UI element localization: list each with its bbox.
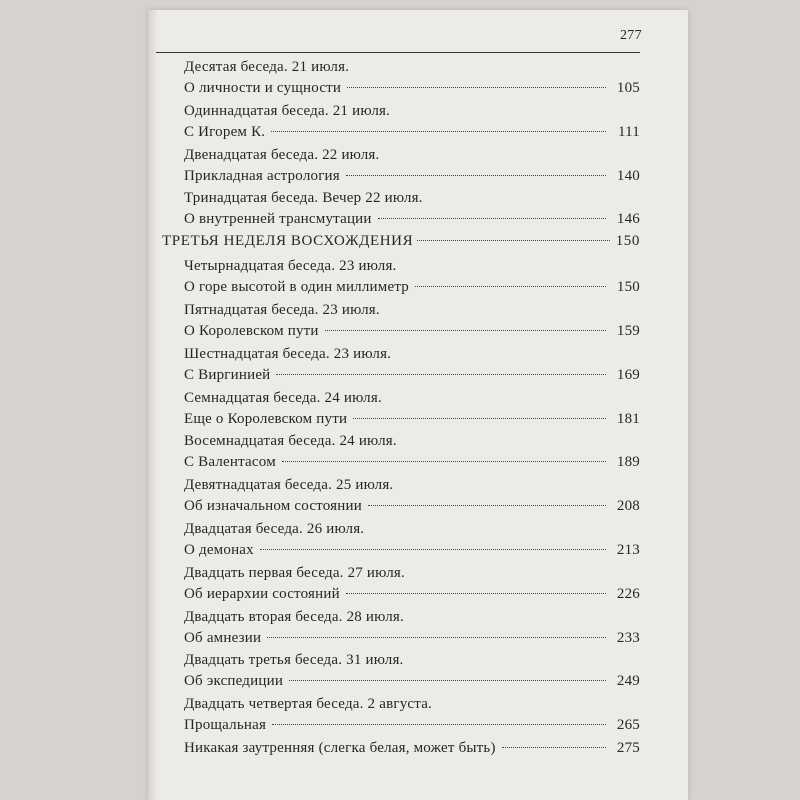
toc-entry-title: Двадцатая беседа. 26 июля. bbox=[184, 520, 365, 537]
toc-entry bbox=[184, 57, 640, 101]
toc-entry-page: 169 bbox=[616, 366, 640, 383]
toc-entry-page: 233 bbox=[616, 629, 640, 646]
toc-entry-leader-line bbox=[184, 715, 640, 736]
toc-entry-page: 111 bbox=[618, 123, 640, 140]
toc-entry-leader-line bbox=[184, 122, 640, 143]
toc-entry-title: Шестнадцатая беседа. 23 июля. bbox=[184, 345, 392, 362]
dot-leader bbox=[260, 549, 606, 550]
toc-entry bbox=[184, 475, 640, 519]
dot-leader bbox=[325, 330, 606, 331]
toc-entry-leader-line bbox=[184, 452, 640, 473]
toc-entry-subtitle: С Виргинией bbox=[184, 366, 271, 383]
dot-leader bbox=[282, 461, 606, 462]
toc-entry-page: 208 bbox=[616, 498, 640, 515]
toc-entry-title: Восемнадцатая беседа. 24 июля. bbox=[184, 433, 397, 450]
toc-entry-leader-line bbox=[184, 540, 640, 561]
toc-entry bbox=[184, 300, 640, 344]
toc-entry-subtitle: Об изначальном состоянии bbox=[184, 498, 362, 515]
toc-entry-page: 159 bbox=[616, 322, 640, 339]
dot-leader bbox=[346, 175, 606, 176]
dot-leader bbox=[272, 724, 606, 725]
toc-entry-subtitle: С Игорем К. bbox=[184, 123, 266, 140]
toc-entry-page: 249 bbox=[616, 673, 640, 690]
toc-entry-leader-line bbox=[184, 671, 640, 692]
toc-entry-leader-line bbox=[184, 321, 640, 342]
table-of-contents bbox=[162, 57, 640, 762]
toc-entry-subtitle: Прикладная астрология bbox=[184, 167, 340, 184]
toc-entry bbox=[184, 694, 640, 738]
part-heading bbox=[162, 230, 640, 253]
toc-entry-title: Двадцать первая беседа. 27 июля. bbox=[184, 564, 405, 581]
toc-entry-page: 140 bbox=[616, 167, 640, 184]
toc-entry-subtitle: Еще о Королевском пути bbox=[184, 410, 348, 427]
dot-leader bbox=[346, 593, 606, 594]
toc-entry-subtitle: С Валентасом bbox=[184, 454, 276, 471]
toc-entry bbox=[184, 607, 640, 651]
toc-entry bbox=[184, 650, 640, 694]
toc-entry-leader-line bbox=[184, 584, 640, 605]
toc-entry-page: 226 bbox=[616, 585, 640, 602]
toc-entry-title: Никакая заутренняя (слегка белая, может быть) bbox=[184, 739, 496, 756]
dot-leader bbox=[415, 286, 606, 287]
dot-leader bbox=[353, 418, 606, 419]
toc-entry-subtitle: Об иерархии состояний bbox=[184, 585, 340, 602]
toc-entry-subtitle: О личности и сущности bbox=[184, 80, 342, 96]
toc-entry bbox=[184, 519, 640, 563]
toc-entry-title: Десятая беседа. 21 июля. bbox=[184, 59, 350, 75]
dot-leader bbox=[502, 747, 606, 748]
toc-entry-title: Четырнадцатая беседа. 23 июля. bbox=[184, 258, 397, 275]
toc-entry-title: Двенадцатая беседа. 22 июля. bbox=[184, 146, 380, 163]
toc-entry-title: Семнадцатая беседа. 24 июля. bbox=[184, 389, 382, 406]
toc-entry-subtitle: О внутренней трансмутации bbox=[184, 211, 372, 228]
part-heading-page: 150 bbox=[615, 233, 640, 250]
toc-entry-leader-line bbox=[184, 78, 640, 99]
part-heading-title: ТРЕТЬЯ НЕДЕЛЯ ВОСХОЖДЕНИЯ bbox=[162, 233, 414, 250]
toc-entry bbox=[184, 256, 640, 300]
toc-entry-subtitle: Об амнезии bbox=[184, 629, 262, 646]
toc-entry-page: 150 bbox=[616, 279, 640, 296]
toc-entry bbox=[184, 188, 640, 232]
toc-entry-page: 275 bbox=[616, 739, 640, 756]
toc-entry bbox=[184, 145, 640, 189]
toc-entry-leader-line bbox=[184, 409, 640, 430]
toc-entry-title: Двадцать третья беседа. 31 июля. bbox=[184, 652, 404, 669]
toc-entry-final bbox=[184, 738, 640, 762]
toc-entry-page: 213 bbox=[616, 541, 640, 558]
toc-entry-subtitle: О демонах bbox=[184, 541, 254, 558]
dot-leader bbox=[378, 218, 606, 219]
toc-entry-subtitle: О Королевском пути bbox=[184, 322, 319, 339]
toc-entry bbox=[184, 344, 640, 388]
toc-entry-leader-line bbox=[184, 628, 640, 649]
toc-entry-page: 265 bbox=[616, 717, 640, 734]
toc-entry-page: 189 bbox=[616, 454, 640, 471]
toc-entry-title: Пятнадцатая беседа. 23 июля. bbox=[184, 301, 380, 318]
toc-entry-leader-line bbox=[184, 277, 640, 298]
toc-entry bbox=[184, 431, 640, 475]
toc-entry-subtitle: О горе высотой в один миллиметр bbox=[184, 279, 409, 296]
toc-entry-title: Одиннадцатая беседа. 21 июля. bbox=[184, 102, 391, 119]
toc-entry-leader-line bbox=[184, 166, 640, 187]
toc-entry-leader-line bbox=[184, 209, 640, 230]
toc-entry-leader-line bbox=[184, 738, 640, 759]
toc-entry-subtitle: Прощальная bbox=[184, 717, 267, 734]
dot-leader bbox=[271, 131, 606, 132]
dot-leader bbox=[276, 374, 606, 375]
toc-entry-subtitle: Об экспедиции bbox=[184, 673, 284, 690]
toc-entry-page: 146 bbox=[616, 211, 640, 228]
dot-leader bbox=[267, 637, 606, 638]
toc-entry bbox=[184, 101, 640, 145]
page-edge-shadow bbox=[148, 10, 158, 800]
toc-entry-leader-line bbox=[184, 365, 640, 386]
header-rule bbox=[156, 52, 640, 53]
toc-entry-page: 181 bbox=[616, 410, 640, 427]
toc-entry bbox=[184, 388, 640, 432]
dot-leader bbox=[417, 240, 610, 241]
toc-entry-title: Двадцать четвертая беседа. 2 августа. bbox=[184, 696, 433, 713]
toc-entry-title: Тринадцатая беседа. Вечер 22 июля. bbox=[184, 190, 423, 207]
toc-entry-title: Девятнадцатая беседа. 25 июля. bbox=[184, 477, 394, 494]
toc-entry-title: Двадцать вторая беседа. 28 июля. bbox=[184, 608, 404, 625]
dot-leader bbox=[347, 87, 606, 88]
toc-entry bbox=[184, 563, 640, 607]
toc-entry-leader-line bbox=[184, 496, 640, 517]
dot-leader bbox=[289, 680, 606, 681]
dot-leader bbox=[368, 505, 606, 506]
toc-entry-page: 105 bbox=[616, 80, 640, 96]
page-number: 277 bbox=[620, 28, 642, 43]
book-page bbox=[148, 10, 688, 800]
